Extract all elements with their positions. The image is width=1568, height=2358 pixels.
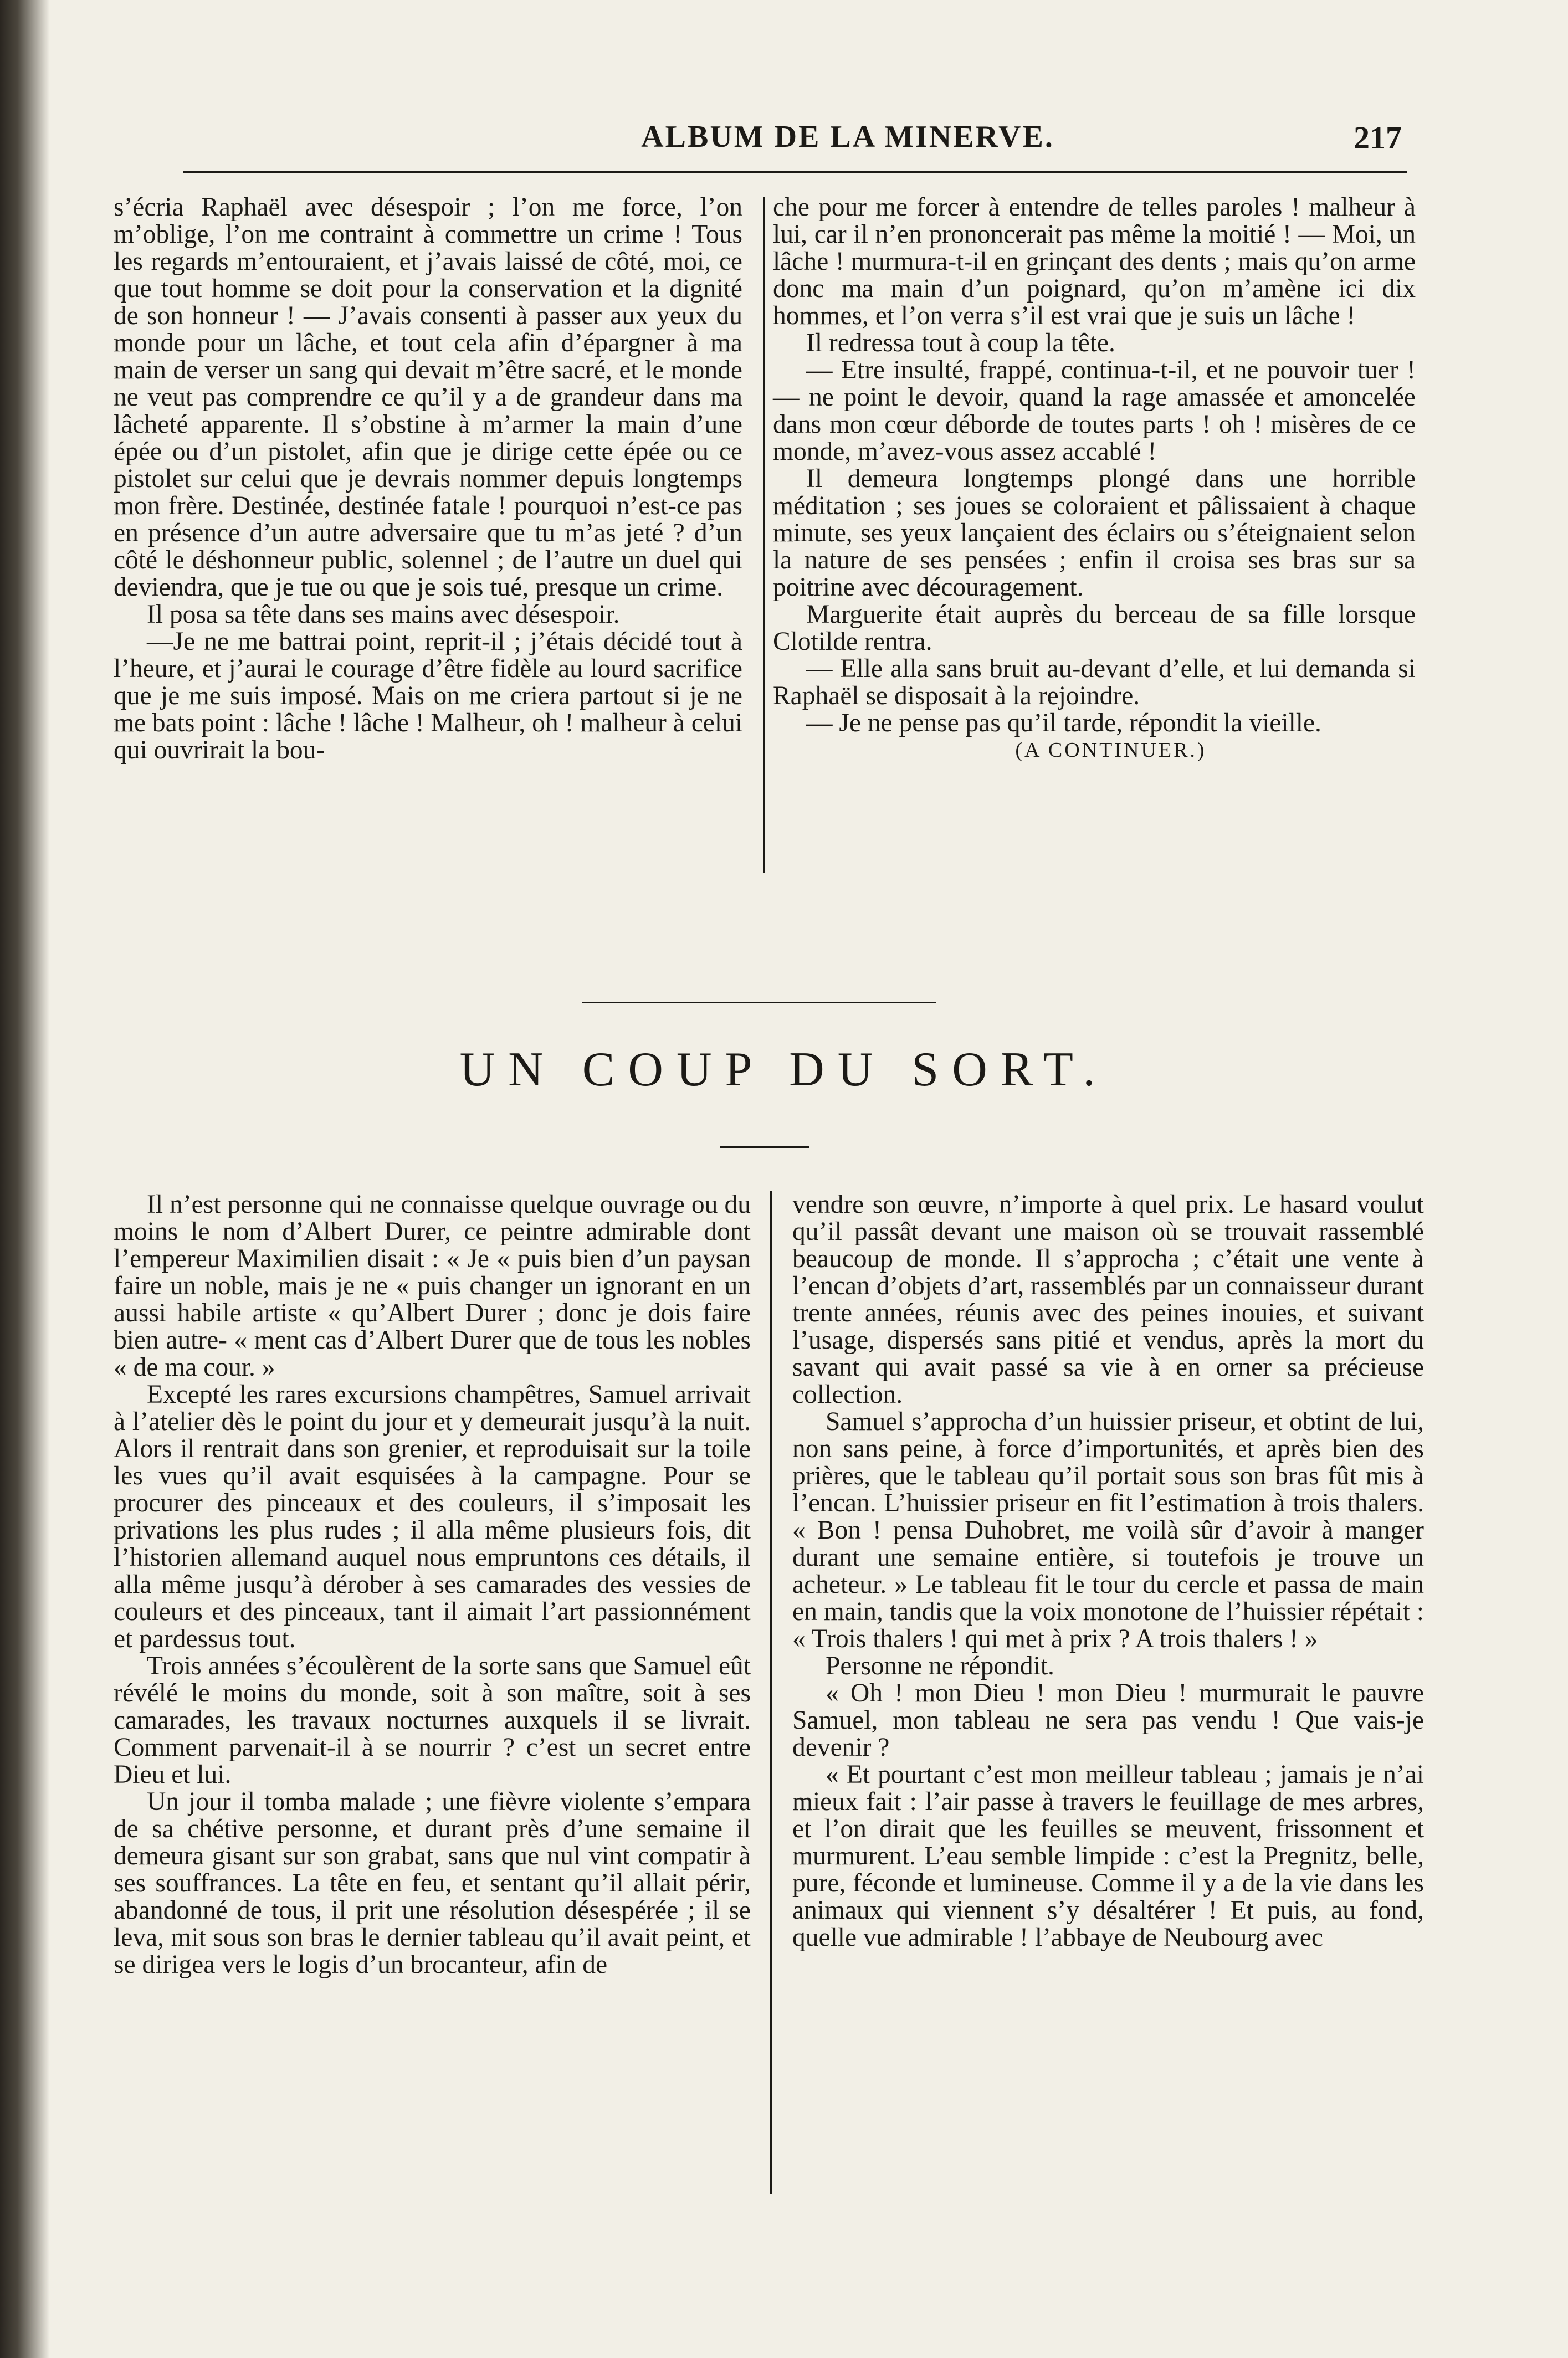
paragraph: Marguerite était auprès du berceau de sa fille lorsque Clotilde rentra. <box>773 600 1416 656</box>
paragraph: Il posa sa tête dans ses mains avec désespoir. <box>147 600 620 629</box>
column-divider <box>770 1191 772 2194</box>
header-rule <box>183 171 1407 173</box>
paragraph: Il redressa tout à coup la tête. <box>806 329 1115 357</box>
page-number: 217 <box>1354 120 1402 156</box>
paragraph: — Je ne pense pas qu’il tarde, répondit la vieille. <box>806 709 1321 737</box>
paragraph: Samuel s’approcha d’un huissier priseur, et obtint de lui, non sans peine, à force d’importunités, et après bien des prières, que le tableau qu’il portait sous son bras fût mis à l’encan. L’huissier priseur en fit l’estimation à trois thalers. « Bon ! pensa Duhobret, me voilà sûr d’avoir à manger durant une semaine entière, si toutefois je trouve un acheteur. » Le tableau fit le tour du cercle et passa de main en main, tandis que la voix monotone de l’huissier répétait : « Trois thalers ! qui met à prix ? A trois thalers ! » <box>792 1407 1424 1653</box>
to-be-continued: (A CONTINUER.) <box>1015 739 1207 762</box>
top-right-column <box>773 194 1416 764</box>
article-left-column <box>114 1191 751 1978</box>
column-divider <box>763 197 765 873</box>
paragraph: che pour me forcer à entendre de telles paroles ! malheur à lui, car il n’en prononcerait pas même la moitié ! — Moi, un lâche ! murmura-t-il en grinçant des dents ; mais qu’on arme donc ma main d’un poignard, qu’on m’amène ici dix hommes, et l’on verra s’il est vrai que je suis un lâche ! <box>773 193 1416 330</box>
paragraph: Il n’est personne qui ne connaisse quelque ouvrage ou du moins le nom d’Albert Durer, ce peintre admirable dont l’empereur Maximilien disait : « Je « puis bien d’un paysan faire un noble, mais je ne « puis changer un ignorant en un aussi habile artiste « qu’Albert Durer ; donc je dois faire bien autre- « ment cas d’Albert Durer que de tous les nobles « de ma cour. » <box>114 1190 751 1382</box>
paragraph: vendre son œuvre, n’importe à quel prix. Le hasard voulut qu’il passât devant une maison où se trouvait rassemblé beaucoup de monde. Il s’approcha ; c’était une vente à l’encan d’objets d’art, rassemblés par un connaisseur durant trente années, réunis avec des peines inouies, et suivant l’usage, dispersés sans pitié et vendus, après la mort du savant qui avait passé sa vie à en orner sa précieuse collection. <box>792 1190 1424 1409</box>
article-right-column <box>792 1191 1424 1951</box>
section-rule <box>582 1002 936 1003</box>
paragraph: Trois années s’écoulèrent de la sorte sans que Samuel eût révélé le moins du monde, soit à son maître, soit à ses camarades, les travaux nocturnes auxquels il se livrait. Comment parvenait-il à se nourrir ? c’est un secret entre Dieu et lui. <box>114 1652 751 1789</box>
top-left-column <box>114 194 742 764</box>
paragraph: —Je ne me battrai point, reprit-il ; j’étais décidé tout à l’heure, et j’aurai le courage d’être fidèle au lourd sacrifice que je me suis imposé. Mais on me criera partout si je ne me bats point : lâche ! lâche ! Malheur, oh ! malheur à celui qui ouvrirait la bou- <box>114 627 743 765</box>
article-title: UN COUP DU SORT. <box>459 1043 1109 1096</box>
running-title: ALBUM DE LA MINERVE. <box>641 120 1054 154</box>
paragraph: Excepté les rares excursions champêtres, Samuel arrivait à l’atelier dès le point du jour et y demeurait jusqu’à la nuit. Alors il rentrait dans son grenier, et reproduisait sur la toile les vues qu’il avait esquisées à la campagne. Pour se procurer des pinceaux et des couleurs, il s’imposait les privations les plus rudes ; il alla même plusieurs fois, dit l’historien allemand auquel nous empruntons ces détails, il alla même jusqu’à dérober à ses camarades des vessies de couleurs et des pinceaux, tant il aimait l’art passionnément et pardessus tout. <box>114 1380 751 1653</box>
paragraph: — Etre insulté, frappé, continua-t-il, et ne pouvoir tuer ! — ne point le devoir, quand la rage amassée et amoncelée dans mon cœur déborde de toutes parts ! oh ! misères de ce monde, m’avez-vous assez accablé ! <box>773 356 1416 466</box>
paragraph: Un jour il tomba malade ; une fièvre violente s’empara de sa chétive personne, et durant près d’une semaine il demeura gisant sur son grabat, sans que nul vint compatir à ses souffrances. La tête en feu, et sentant qu’il allait périr, abandonné de tous, il prit une résolution désespérée ; il se leva, mit sous son bras le dernier tableau qu’il avait peint, et se dirigea vers le logis d’un brocanteur, afin de <box>114 1787 751 1979</box>
page-header <box>183 119 1402 169</box>
paragraph: — Elle alla sans bruit au-devant d’elle, et lui demanda si Raphaël se disposait à la rejoindre. <box>773 654 1416 710</box>
paragraph: « Et pourtant c’est mon meilleur tableau ; jamais je n’ai mieux fait : l’air passe à travers le feuillage de mes arbres, et l’on dirait que les feuilles se meuvent, frissonnent et murmurent. L’eau semble limpide : c’est la Pregnitz, belle, pure, féconde et lumineuse. Comme il y a de la vie dans les animaux qui viennent s’y désaltérer ! Et puis, au fond, quelle vue admirable ! l’abbaye de Neubourg avec <box>792 1760 1424 1952</box>
paragraph: Personne ne répondit. <box>826 1652 1054 1680</box>
paragraph: « Oh ! mon Dieu ! mon Dieu ! murmurait le pauvre Samuel, mon tableau ne sera pas vendu ! Que vais-je devenir ? <box>792 1679 1424 1762</box>
title-rule <box>720 1146 809 1148</box>
paragraph: Il demeura longtemps plongé dans une horrible méditation ; ses joues se coloraient et pâlissaient à chaque minute, ses yeux lançaient des éclairs ou s’éteignaient selon la nature de ses pensées ; enfin il croisa ses bras sur sa poitrine avec découragement. <box>773 464 1416 602</box>
page-edge-shadow <box>0 0 50 2358</box>
paragraph: s’écria Raphaël avec désespoir ; l’on me force, l’on m’oblige, l’on me contraint à commettre un crime ! Tous les regards m’entouraient, et j’avais laissé de côté, moi, ce que tout homme se doit pour la conservation et la dignité de son honneur ! — J’avais consenti à passer aux yeux du monde pour un lâche, et tout cela afin d’épargner à ma main de verser un sang qui devait m’être sacré, et le monde ne veut pas comprendre ce qu’il y a de grandeur dans ma lâcheté apparente. Il s’obstine à m’armer la main d’une épée ou d’un pistolet, afin que je dirige cette épée ou ce pistolet sur celui que je devrais nommer depuis longtemps mon frère. Destinée, destinée fatale ! pourquoi n’est-ce pas en présence d’un autre adversaire que tu m’as jeté ? d’un côté le déshonneur public, solennel ; de l’autre un duel qui deviendra, que je tue ou que je sois tué, presque un crime. <box>114 193 742 602</box>
